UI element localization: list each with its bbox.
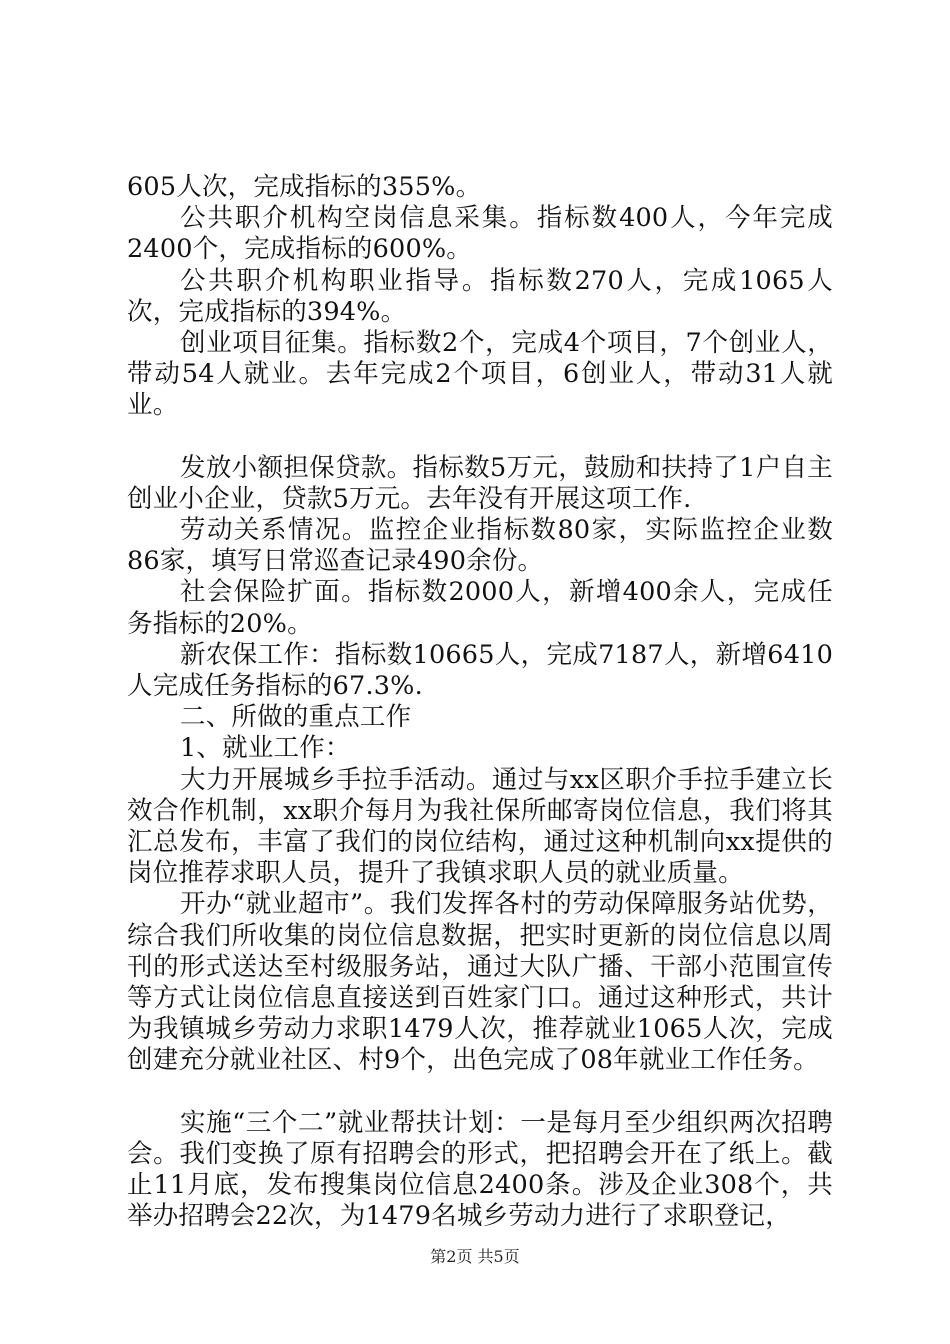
paragraph-12: 开办“就业超市”。我们发挥各村的劳动保障服务站优势，综合我们所收集的岗位信息数据，把实时更新的岗位信息以周刊的形式送达至村级服务站，通过大队广播、干部小范围宣传等方式让岗位信息直接送到百姓家门口。通过这种形式，共计为我镇城乡劳动力求职1479人次，推荐就业1065人次，完成创建充分就业社区、村9个，出色完成了08年就业工作任务。 xyxy=(127,889,833,1076)
section-heading: 二、所做的重点工作 xyxy=(180,702,412,733)
paragraph-2: 公共职介机构空岗信息采集。指标数400人，今年完成2400个，完成指标的600%。 xyxy=(127,203,833,265)
subsection-heading: 1、就业工作： xyxy=(180,733,351,764)
paragraph-7: 社会保险扩面。指标数2000人，新增400余人，完成任务指标的20%。 xyxy=(127,577,833,639)
paragraph-3: 公共职介机构职业指导。指标数270人，完成1065人次，完成指标的394%。 xyxy=(127,265,833,327)
paragraph-11: 大力开展城乡手拉手活动。通过与xx区职介手拉手建立长效合作机制，xx职介每月为我社保所邮寄岗位信息，我们将其汇总发布，丰富了我们的岗位结构，通过这种机制向xx提供的岗位推荐求职人员，提升了我镇求职人员的就业质量。 xyxy=(127,764,833,889)
document-body xyxy=(127,172,833,1233)
paragraph-13: 实施“三个二”就业帮扶计划：一是每月至少组织两次招聘会。我们变换了原有招聘会的形式，把招聘会开在了纸上。截止11月底，发布搜集岗位信息2400条。涉及企业308个，共举办招聘会22次，为1479名城乡劳动力进行了求职登记， xyxy=(127,1107,833,1232)
paragraph-8: 新农保工作：指标数10665人，完成7187人，新增6410人完成任务指标的67.3%. xyxy=(127,639,833,702)
paragraph-1: 605人次，完成指标的355%。 xyxy=(127,172,482,202)
paragraph-4: 创业项目征集。指标数2个，完成4个项目，7个创业人，带动54人就业。去年完成2个项目，6创业人，带动31人就业。 xyxy=(127,328,833,421)
paragraph-5: 发放小额担保贷款。指标数5万元，鼓励和扶持了1户自主创业小企业，贷款5万元。去年没有开展这项工作. xyxy=(127,452,833,514)
page-footer: 第2页 共5页 xyxy=(430,1247,520,1266)
paragraph-6: 劳动关系情况。监控企业指标数80家，实际监控企业数86家，填写日常巡查记录490余份。 xyxy=(127,515,833,577)
